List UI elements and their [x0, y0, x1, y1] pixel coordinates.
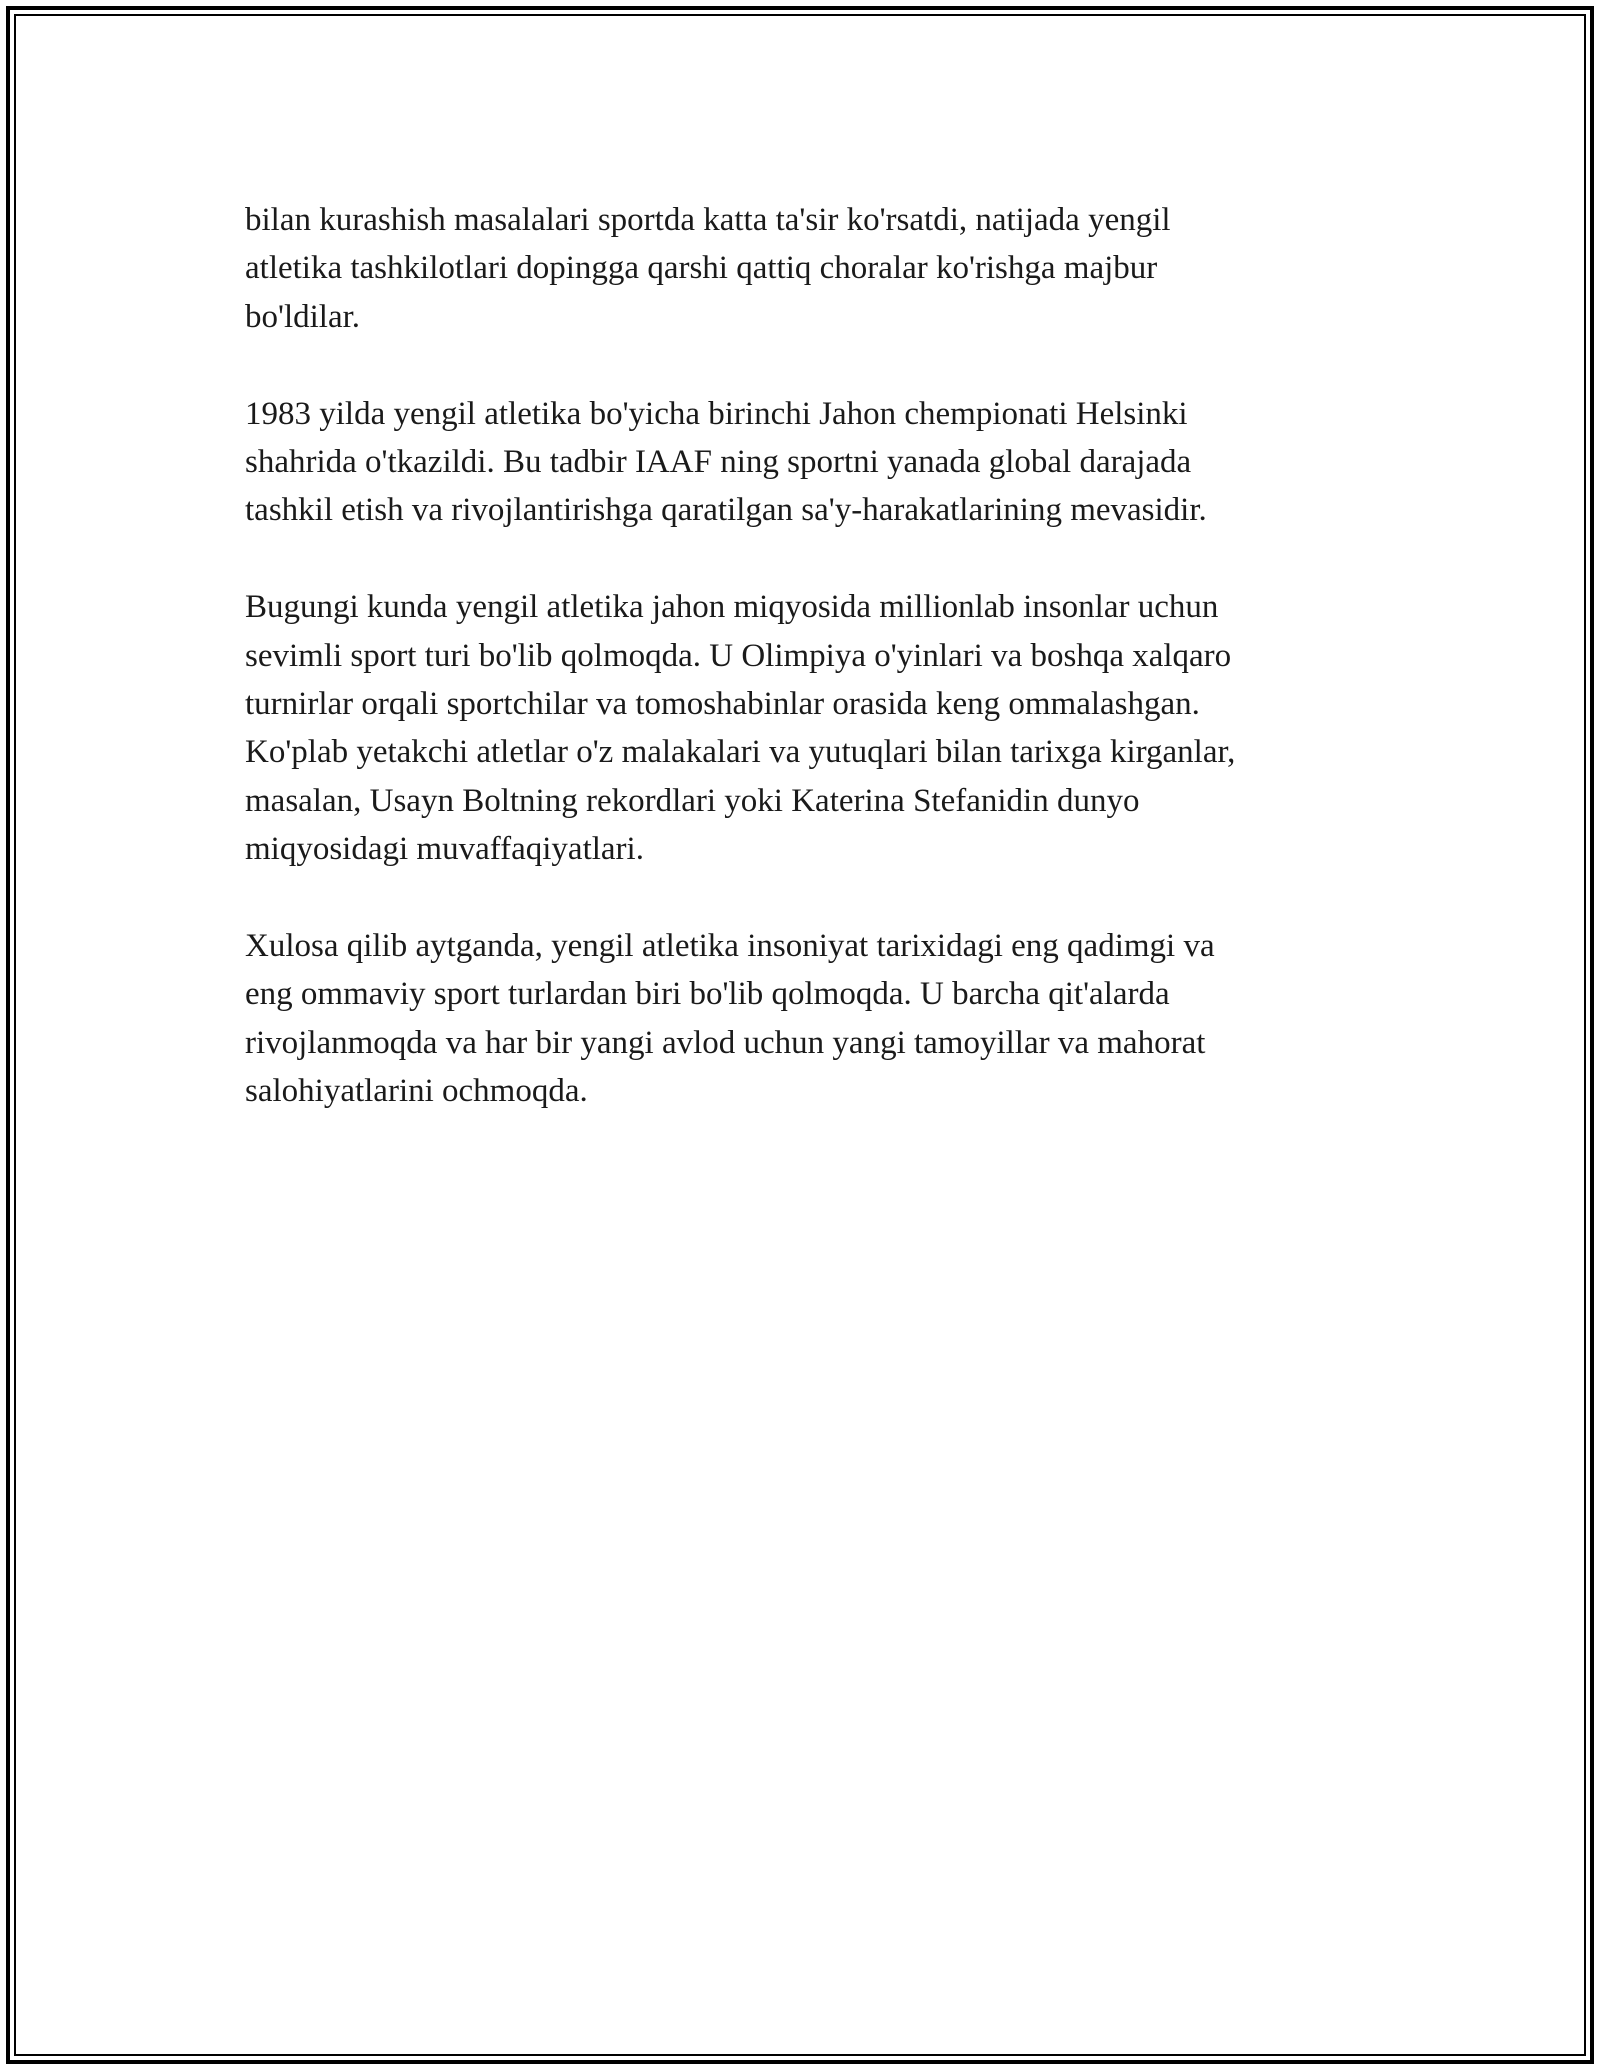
paragraph-line: atletika tashkilotlari dopingga qarshi qattiq choralar ko'rishga majbur [245, 250, 1158, 287]
paragraph-line: turnirlar orqali sportchilar va tomoshabinlar orasida keng ommalashgan. [245, 686, 1200, 723]
paragraph-line: masalan, Usayn Boltning rekordlari yoki Katerina Stefanidin dunyo [245, 782, 1140, 819]
paragraph-3 [245, 583, 1375, 873]
paragraph-line: Bugungi kunda yengil atletika jahon miqyosida millionlab insonlar uchun [245, 589, 1219, 626]
paragraph-line: bilan kurashish masalalari sportda katta ta'sir ko'rsatdi, natijada yengil [245, 202, 1171, 238]
paragraph-1 [245, 196, 1375, 341]
document-body [245, 196, 1375, 1164]
paragraph-line: Xulosa qilib aytganda, yengil atletika insoniyat tarixidagi eng qadimgi va [245, 928, 1215, 965]
paragraph-2 [245, 390, 1375, 535]
paragraph-line: shahrida o'tkazildi. Bu tadbir IAAF ning sportni yanada global darajada [245, 444, 1192, 481]
paragraph-4 [245, 922, 1375, 1116]
paragraph-line: miqyosidagi muvaffaqiyatlari. [245, 831, 644, 868]
paragraph-line: salohiyatlarini ochmoqda. [245, 1073, 588, 1110]
paragraph-line: bo'ldilar. [245, 298, 361, 335]
paragraph-line: 1983 yilda yengil atletika bo'yicha birinchi Jahon chempionati Helsinki [245, 395, 1188, 432]
paragraph-line: eng ommaviy sport turlardan biri bo'lib qolmoqda. U barcha qit'alarda [245, 976, 1170, 1013]
paragraph-line: sevimli sport turi bo'lib qolmoqda. U Olimpiya o'yinlari va boshqa xalqaro [245, 637, 1232, 674]
paragraph-line: Ko'plab yetakchi atletlar o'z malakalari va yutuqlari bilan tarixga kirganlar, [245, 734, 1236, 771]
paragraph-line: tashkil etish va rivojlantirishga qaratilgan sa'y-harakatlarining mevasidir. [245, 492, 1207, 529]
page-frame [6, 6, 1594, 2064]
paragraph-line: rivojlanmoqda va har bir yangi avlod uchun yangi tamoyillar va mahorat [245, 1024, 1206, 1061]
